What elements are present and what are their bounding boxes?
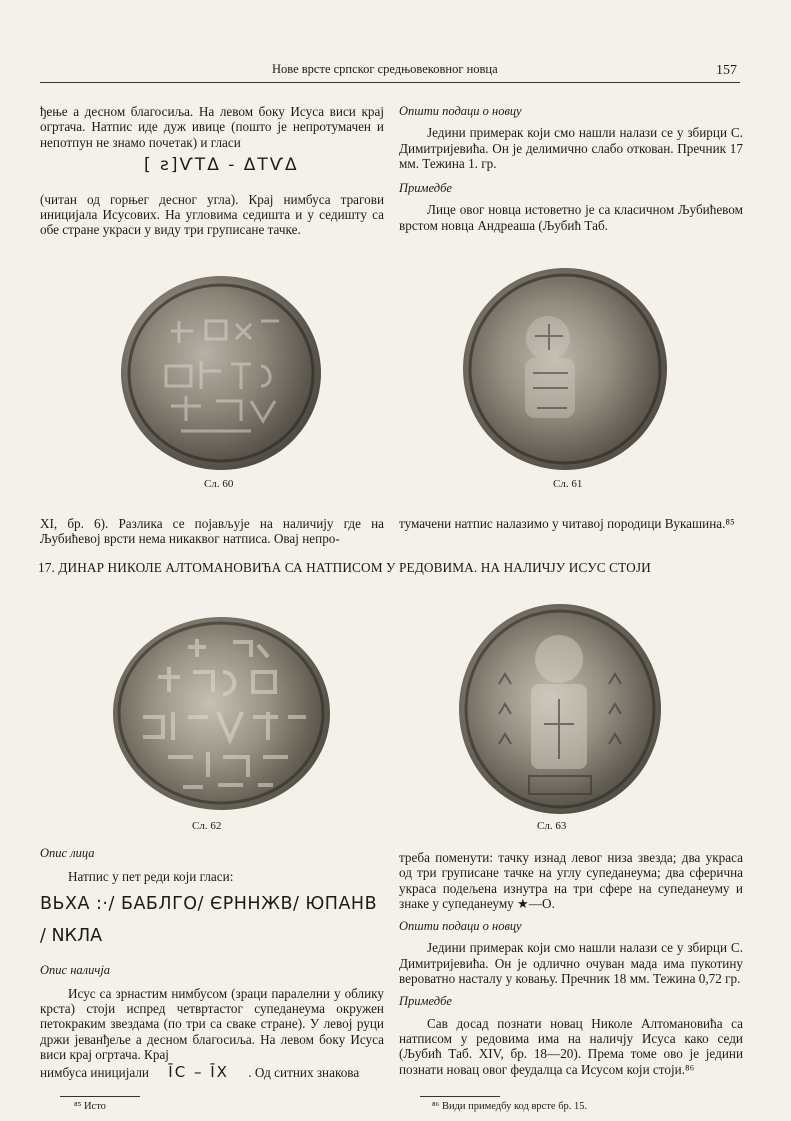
footnote-86: ⁸⁶ Види примедбу код врсте бр. 15. bbox=[432, 1101, 588, 1112]
right-bottom-paragraph-2: Једини примерак који смо нашли налази се у збирци С. Димитријевића. Он је одлично очуван мада има пукотину вероватно насталу у ковању. Пречник 18 мм. Тежина 0,72 гр. bbox=[399, 940, 743, 987]
nimbus-initials: ĪC – ĪX bbox=[168, 1063, 229, 1082]
reverse-paragraph-end-before: нимбуса иницијали bbox=[40, 1065, 149, 1081]
right-top-column bbox=[399, 104, 743, 233]
right-bottom-paragraph-1: треба поменути: тачку изнад левог низа звезда; два украса од три груписане тачке на углу супеданеума; два сферична украса подељена изнутра на три сфере на супеданеуму и знаке у супеданеуму ★—О. bbox=[399, 850, 743, 911]
reverse-paragraph-end-after: . Од ситних знакова bbox=[248, 1065, 360, 1081]
left-top-column bbox=[40, 104, 384, 238]
mid-right-text: тумачени натпис налазимо у читавој породици Вукашина.⁸⁵ bbox=[399, 516, 735, 531]
coin-figure-62 bbox=[113, 617, 330, 810]
obverse-paragraph: Натпис у пет реди који гласи: bbox=[68, 869, 234, 885]
caption-figure-60: Сл. 60 bbox=[204, 478, 234, 490]
general-data-heading-2: Општи подаци о новцу bbox=[399, 919, 522, 934]
reverse-paragraph: Исус са зрнастим нимбусом (зраци паралелни у облику крста) стоји испред четвртастог супеданеума окружен петокраким звездама (по три са сваке стране). У левој руци држи јеванђеље а десном благосиља. На левом боку Исуса виси крај огртача. Крај bbox=[40, 985, 384, 1063]
mid-left-text: XI, бр. 6). Разлика се појављује на наличију где на Љубићевој врсти нема никаквог натписа. Овај непро- bbox=[40, 516, 384, 547]
header-rule bbox=[40, 82, 740, 83]
coin-figure-60 bbox=[121, 276, 321, 470]
footnote-rule-left bbox=[60, 1096, 140, 1097]
general-data-heading-1: Општи подаци о новцу bbox=[399, 104, 522, 118]
remarks-heading-2: Примедбе bbox=[399, 994, 452, 1009]
page-number: 157 bbox=[716, 63, 737, 78]
right-bottom-paragraph-3: Сав досад познати новац Николе Алтомановића са натписом у редовима има на наличју Исуса како седи (Љубић Таб. XIV, бр. 18—20). Према томе ово је једини познати новац овог феудалца са Исусом који стоји.⁸⁶ bbox=[399, 1015, 743, 1077]
obverse-heading: Опис лица bbox=[40, 846, 95, 860]
left-bottom-column bbox=[40, 846, 384, 1081]
left-top-paragraph-1: ђење а десном благосиља. На левом боку Исуса виси крај огртача. Натпис иде дуж ивице (пошто је непротумачен и непотпун не знамо почетак) и гласи bbox=[40, 104, 384, 150]
caption-figure-61: Сл. 61 bbox=[553, 478, 583, 490]
running-header: Нове врсте српског средњовековног новца bbox=[272, 62, 498, 76]
edge-inscription: [ ƨ]ѴΤΔ - ΔΤѴΔ bbox=[144, 154, 299, 175]
coin-figure-63 bbox=[459, 604, 661, 814]
remarks-heading-1: Примедбе bbox=[399, 181, 452, 196]
coin-figure-61 bbox=[463, 268, 667, 470]
footnote-85: ⁸⁵ Исто bbox=[74, 1101, 106, 1112]
reverse-heading: Опис наличја bbox=[40, 962, 111, 977]
section-heading-17: 17. ДИНАР НИКОЛЕ АЛТОМАНОВИЋА СА НАТПИСОМ У РЕДОВИМА. НА НАЛИЧЈУ ИСУС СТОЈИ bbox=[38, 560, 651, 575]
right-bottom-column bbox=[399, 850, 743, 1077]
obverse-inscription-line-2: / NКЛА bbox=[40, 925, 103, 946]
caption-figure-62: Сл. 62 bbox=[192, 820, 222, 832]
right-top-paragraph-1: Једини примерак који смо нашли налази се у збирци С. Димитријевића. Он је делимично слабо откован. Пречник 17 мм. Тежина 1. гр. bbox=[399, 125, 743, 171]
caption-figure-63: Сл. 63 bbox=[537, 820, 567, 832]
footnote-rule-right bbox=[420, 1096, 500, 1097]
right-top-paragraph-2: Лице овог новца истоветно је са класичном Љубићевом врстом новца Андреаша (Љубић Таб. bbox=[399, 202, 743, 233]
left-top-paragraph-2: (читан од горњег десног угла). Крај нимбуса трагови иницијала Исусових. На угловима седишта и у седишту са обе стране украси у виду три груписане тачке. bbox=[40, 191, 384, 238]
reverse-paragraph-end bbox=[40, 1065, 384, 1080]
obverse-inscription-line-1: ВЬХА :·/ БАБЛГО/ ЄРННЖВ/ ЮПАНВ bbox=[40, 893, 378, 914]
